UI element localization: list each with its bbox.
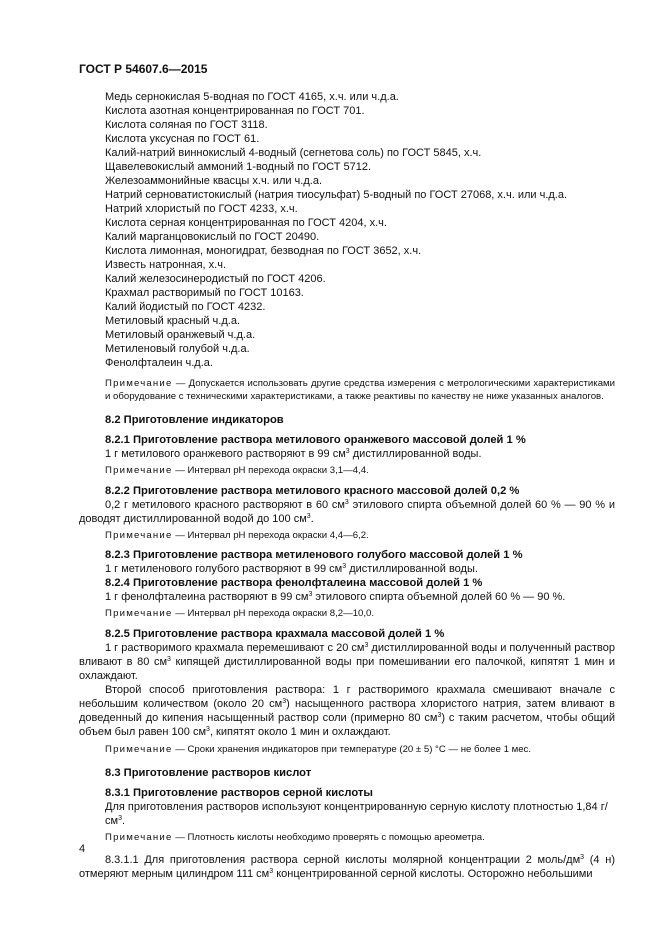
material-item: Кислота азотная концентрированная по ГОСТ 701. [105, 105, 365, 117]
section-8-2-5-heading: 8.2.5 Приготовление раствора крахмала массовой долей 1 % [105, 627, 445, 640]
material-item: Метиленовый голубой ч.д.а. [105, 343, 250, 355]
material-item: Кислота уксусная по ГОСТ 61. [105, 133, 260, 145]
material-item: Кислота серная концентрированная по ГОСТ 4204, х.ч. [105, 217, 387, 229]
material-item: Калий-натрий виннокислый 4-водный (сегнетова соль) по ГОСТ 5845, х.ч. [105, 147, 482, 159]
note-label: Примечание [105, 378, 173, 389]
page-content [79, 90, 615, 881]
section-8-2-2-heading: 8.2.2 Приготовление раствора метилового красного массовой долей 0,2 % [105, 484, 520, 497]
paragraph-8-2-1: 1 г метилового оранжевого растворяют в 99 $см^3$ дистиллированной воды. [105, 448, 482, 460]
material-item: Калий йодистый по ГОСТ 4232. [105, 301, 266, 313]
paragraph-8-2-2: 0,2 г метилового красного растворяют в 60 $см^3$ этилового спирта объемной долей 60 % — 90 % и доводят дистиллированной водой до 100 $см^3$. [79, 498, 615, 525]
note-ph-3-1: Примечание — Интервал рН перехода окраски 3,1—4,4. [105, 465, 369, 476]
material-item: Известь натронная, х.ч. [105, 259, 227, 271]
document-header: ГОСТ Р 54607.6—2015 [79, 62, 208, 76]
material-item: Щавелевокислый аммоний 1-водный по ГОСТ 5712. [105, 161, 372, 173]
paragraph-8-2-4: 1 г фенолфталеина растворяют в 99 $см^3$ этилового спирта объемной долей 60 % — 90 %. [105, 591, 566, 603]
section-8-2-1-heading: 8.2.1 Приготовление раствора метилового оранжевого массовой долей 1 % [105, 434, 526, 446]
material-item: Кислота лимонная, моногидрат, безводная по ГОСТ 3652, х.ч. [105, 245, 422, 257]
page-number: 4 [79, 843, 86, 855]
material-item: Фенолфталеин ч.д.а. [105, 357, 213, 369]
material-item: Калий железосинеродистый по ГОСТ 4206. [105, 273, 326, 285]
materials-list [79, 90, 615, 370]
note-ph-8-2: Примечание — Интервал рН перехода окраски 8,2—10,0. [105, 608, 375, 619]
section-8-3-title: 8.3 Приготовление растворов кислот [105, 767, 312, 779]
note-density: Примечание — Плотность кислоты необходимо проверять с помощью ареометра. [105, 832, 485, 843]
paragraph-8-2-3: 1 г метиленового голубого растворяют в 99 $см^3$ дистиллированной воды. [105, 563, 478, 575]
material-item: Крахмал растворимый по ГОСТ 10163. [105, 287, 304, 299]
material-item: Натрий серноватистокислый (натрия тиосульфат) 5-водный по ГОСТ 27068, х.ч. или ч.д.а. [105, 189, 568, 201]
material-item: Кислота соляная по ГОСТ 3118. [105, 119, 268, 131]
paragraph-8-3-1-1: 8.3.1.1 Для приготовления раствора серной кислоты молярной концентрации 2 моль/$дм^3$ (4 н) отмеряют мерным цилиндром 111 $см^3$ концентрированной серной кислоты. Осторожно небольшими [79, 853, 615, 880]
section-8-2-3-heading: 8.2.3 Приготовление раствора метиленового голубого массовой долей 1 % [105, 549, 523, 561]
section-8-2-4-heading: 8.2.4 Приготовление раствора фенолфталеина массовой долей 1 % [105, 577, 483, 589]
material-item: Медь сернокислая 5-водная по ГОСТ 4165, х.ч. или ч.д.а. [105, 91, 399, 103]
paragraph-8-2-5: 1 г растворимого крахмала перемешивают с 20 $см^3$ дистиллированной воды и полученный раствор вливают в 80 $см^3$ кипящей дистиллированной воды при помешивании его палочкой, кипятят 1 мин и охлаждают. [79, 641, 615, 682]
material-item: Натрий хлористый по ГОСТ 4233, х.ч. [105, 203, 298, 215]
section-8-2-title: 8.2 Приготовление индикаторов [105, 414, 284, 426]
note-ph-4-4: Примечание — Интервал рН перехода окраски 4,4—6,2. [105, 529, 369, 541]
material-item: Метиловый красный ч.д.а. [105, 315, 240, 327]
note-equivalents: Примечание — Допускается использовать другие средства измерения с метрологическими характеристиками и оборудование с техническими характеристиками, а также реактивы по качеству не ниже указанных аналогов. [105, 378, 615, 402]
paragraph-starch-method-2: Второй способ приготовления раствора: 1 г растворимого крахмала смешивают вначале с небольшим количеством (около 20 $см^3$) насыщенного раствора хлористого натрия, затем вливают в доведенный до кипения насыщенный раствор соли (примерно 80 $см^3$) с таким расчетом, чтобы общий объем был равен 100 $см^3$, кипятят около 1 мин и охлаждают. [79, 683, 615, 738]
material-item: Метиловый оранжевый ч.д.а. [105, 329, 256, 341]
paragraph-8-3-1: Для приготовления растворов используют концентрированную серную кислоту плотностью 1,84 $г/см^3$. [105, 801, 608, 827]
note-storage: Примечание — Сроки хранения индикаторов при температуре (20 ± 5) °С — не более 1 мес. [105, 743, 531, 755]
material-item: Калий марганцовокислый по ГОСТ 20490. [105, 231, 320, 243]
section-8-3-1-heading: 8.3.1 Приготовление растворов серной кислоты [105, 787, 373, 799]
material-item: Железоаммонийные квасцы х.ч. или ч.д.а. [105, 175, 322, 187]
